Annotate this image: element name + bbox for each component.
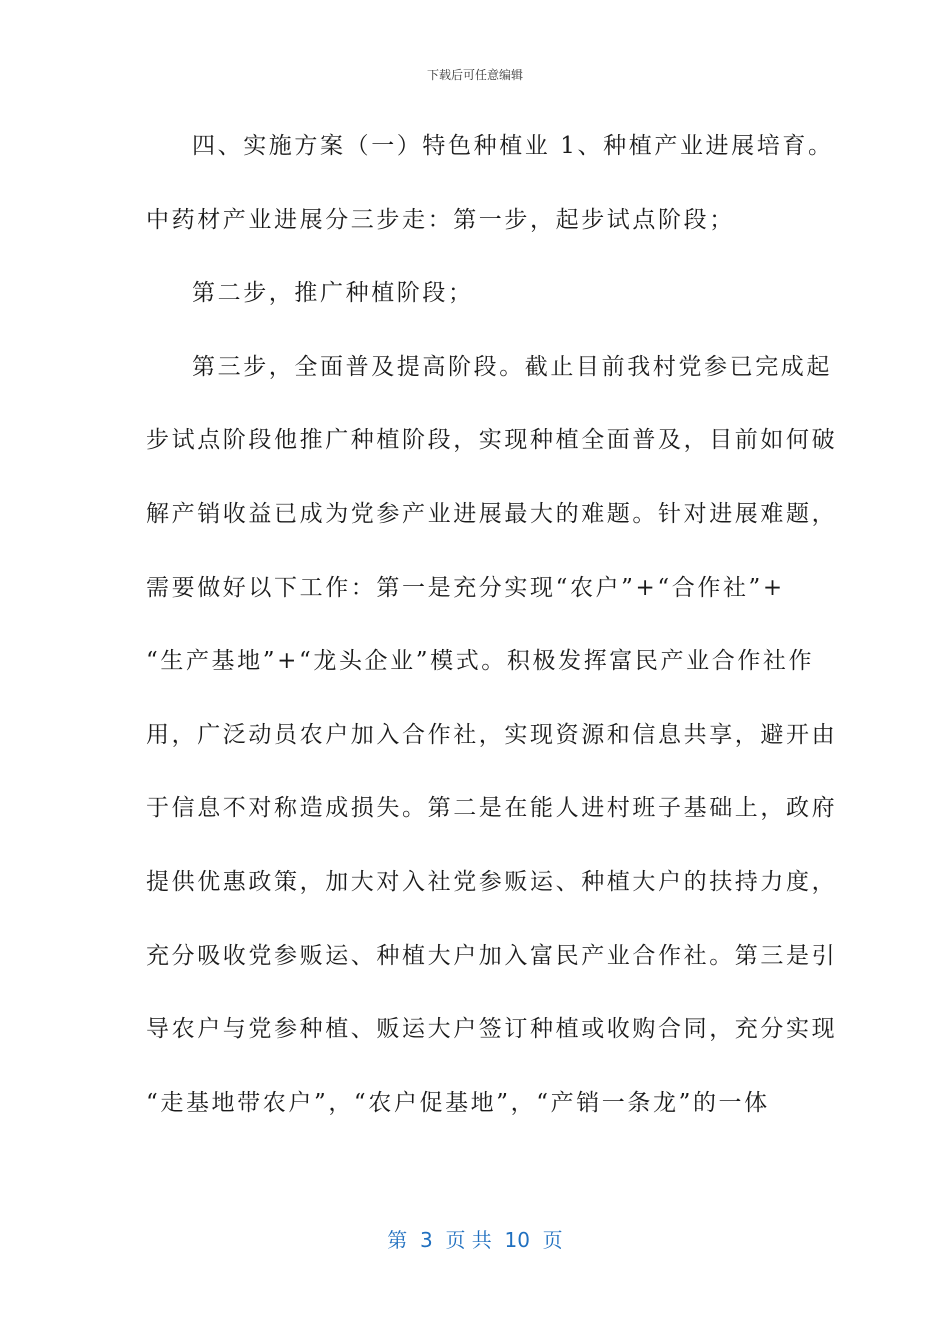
text-line: 需要做好以下工作：第一是充分实现“农户”+“合作社”+	[146, 574, 785, 601]
text-line: 四、实施方案（一）特色种植业 1、种植产业进展培育。	[192, 133, 834, 159]
text-line: 第三步，全面普及提高阶段。截止目前我村党参已完成起	[192, 353, 832, 380]
text-line: 解产销收益已成为党参产业进展最大的难题。针对进展难题，	[146, 500, 838, 527]
text-line: 于信息不对称造成损失。第二是在能人进村班子基础上，政府	[146, 795, 838, 822]
header-note: 下载后可任意编辑	[426, 68, 523, 82]
text-line: 提供优惠政策，加大对入社党参贩运、种植大户的扶持力度，	[146, 868, 838, 895]
text-line: 第二步，推广种植阶段；	[192, 280, 474, 307]
text-line: 充分吸收党参贩运、种植大户加入富民产业合作社。第三是引	[146, 942, 838, 969]
text-line: 导农户与党参种植、贩运大户签订种植或收购合同，充分实现	[146, 1016, 838, 1043]
text-line: “走基地带农户”，“农户促基地”，“产销一条龙”的一体	[146, 1089, 770, 1116]
page-number-footer: 第 3 页 共 10 页	[387, 1228, 563, 1252]
text-line: 用，广泛动员农户加入合作社，实现资源和信息共享，避开由	[146, 721, 838, 748]
text-line: 中药材产业进展分三步走：第一步，起步试点阶段；	[146, 206, 735, 233]
text-line: 步试点阶段他推广种植阶段，实现种植全面普及，目前如何破	[146, 427, 838, 454]
text-line: “生产基地”+“龙头企业”模式。积极发挥富民产业合作社作	[146, 648, 815, 675]
document-body	[146, 122, 838, 1152]
